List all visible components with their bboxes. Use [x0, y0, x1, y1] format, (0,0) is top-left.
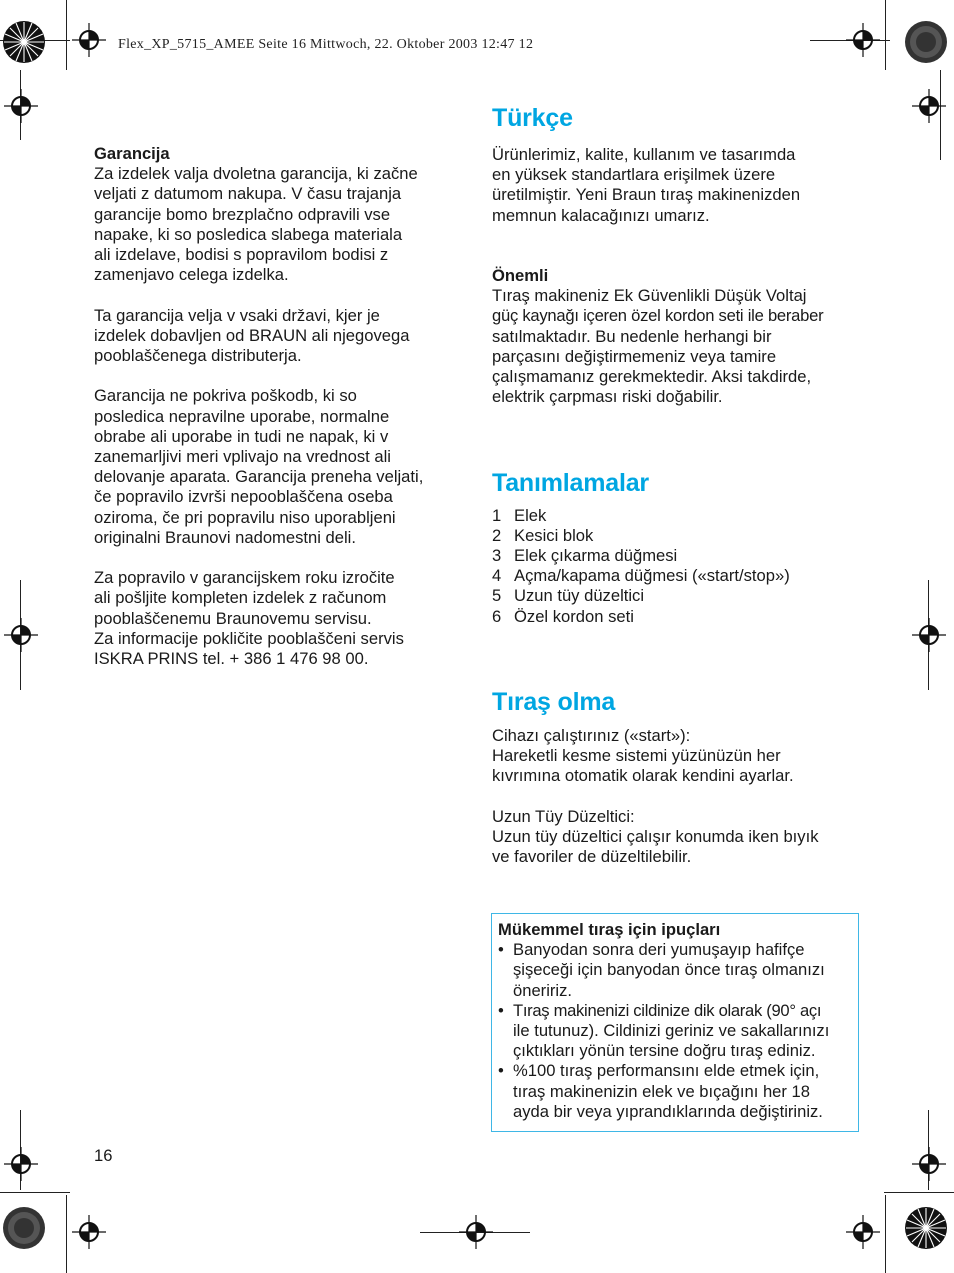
- guarantee-title: Garancija: [94, 144, 170, 163]
- text-line: oziroma, če pri popravilu niso uporabljeni: [94, 507, 396, 527]
- tips-title: Mükemmel tıraş için ipuçları: [498, 920, 721, 939]
- important-paragraph: [492, 286, 862, 407]
- crop-line: [884, 1192, 954, 1193]
- page-number: 16: [94, 1146, 113, 1165]
- tips-box: [491, 913, 859, 1132]
- text-line: elektrik çarpması riski doğabilir.: [492, 387, 723, 407]
- text-line: originalni Braunovi nadomestni deli.: [94, 527, 356, 547]
- list-item: 5 Uzun tüy düzeltici: [492, 586, 645, 606]
- starburst-target-icon: [2, 20, 46, 64]
- list-item: 4 Açma/kapama düğmesi («start/stop»): [492, 566, 790, 586]
- registration-mark-icon: [846, 1215, 880, 1249]
- registration-mark-icon: [912, 618, 946, 652]
- intro-paragraph: [492, 145, 862, 226]
- trimmer-paragraph: [492, 807, 862, 868]
- crop-line: [0, 1192, 70, 1193]
- text-line: Tıraş makineniz Ek Güvenlikli Düşük Voltaj: [492, 286, 807, 306]
- guarantee-paragraph: [94, 386, 464, 548]
- text-line: tıraş makinenizin elek ve bıçağını her 18: [513, 1081, 811, 1101]
- important-title: Önemli: [492, 266, 549, 285]
- starburst-target-icon: [904, 20, 948, 64]
- text-line: ayda bir veya yıprandıklarında değiştiriniz.: [513, 1101, 823, 1121]
- list-item: 1 Elek: [492, 505, 547, 525]
- text-line: ve favoriler de düzeltilebilir.: [492, 847, 692, 867]
- text-line: zanemarljivi meri vplivajo na vrednost ali: [94, 447, 391, 467]
- text-line: satılmaktadır. Bu nedenle herhangi bir: [492, 326, 772, 346]
- text-line: posledica nepravilne uporabe, normalne: [94, 406, 390, 426]
- list-item: 6 Özel kordon seti: [492, 606, 634, 626]
- list-item: 3 Elek çıkarma düğmesi: [492, 546, 678, 566]
- descriptions-list: [492, 506, 862, 627]
- crop-line: [885, 0, 886, 70]
- registration-mark-icon: [846, 23, 880, 57]
- text-line: ali izdelave, bodisi s popravilom bodisi z: [94, 245, 389, 265]
- registration-mark-icon: [912, 89, 946, 123]
- list-item: 2 Kesici blok: [492, 525, 594, 545]
- shaving-heading: Tıraş olma: [492, 687, 616, 716]
- registration-mark-icon: [72, 23, 106, 57]
- text-line: Hareketli kesme sistemi yüzünüzün her: [492, 746, 781, 766]
- text-line: en yüksek standartlara erişilmek üzere: [492, 165, 776, 185]
- text-line: çıktıkları yönün tersine doğru tıraş ediniz.: [513, 1041, 816, 1061]
- text-line: Za izdelek valja dvoletna garancija, ki začne: [94, 164, 418, 184]
- registration-mark-icon: [459, 1215, 493, 1249]
- text-line: güç kaynağı içeren özel kordon seti ile beraber: [492, 306, 824, 326]
- bullet-icon: •: [498, 1000, 504, 1020]
- text-line: Za informacije pokličite pooblaščeni servis: [94, 628, 404, 648]
- print-slug-header: Flex_XP_5715_AMEE Seite 16 Mittwoch, 22. Oktober 2003 12:47 12: [118, 37, 534, 52]
- text-line: Banyodan sonra deri yumuşayıp hafifçe: [513, 940, 805, 960]
- registration-mark-icon: [72, 1215, 106, 1249]
- text-line: Ta garancija velja v vsaki državi, kjer je: [94, 305, 380, 325]
- text-line: memnun kalacağınızı umarız.: [492, 205, 710, 225]
- text-line: Ürünlerimiz, kalite, kullanım ve tasarımda: [492, 145, 796, 164]
- text-line: ali pošljite kompleten izdelek z računom: [94, 588, 387, 608]
- guarantee-paragraph: [94, 568, 464, 669]
- text-line: zamenjavo celega izdelka.: [94, 265, 289, 285]
- text-line: Za popravilo v garancijskem roku izročite: [94, 568, 395, 588]
- tip-item: [498, 1061, 852, 1122]
- text-line: če popravilo izvrši nepooblaščena oseba: [94, 487, 393, 507]
- text-line: parçasını değiştirmemeniz veya tamire: [492, 346, 777, 366]
- text-line: izdelek dobavljen od BRAUN ali njegovega: [94, 325, 410, 345]
- shaving-paragraph: [492, 726, 862, 787]
- text-line: delovanje aparata. Garancija preneha veljati,: [94, 467, 424, 487]
- text-line: Tıraş makinenizi cildinize dik olarak (90° açı: [513, 1000, 822, 1020]
- right-column: [492, 103, 862, 887]
- text-line: üretilmiştir. Yeni Braun tıraş makinenizden: [492, 185, 801, 205]
- tip-item: [498, 1001, 852, 1062]
- text-line: veljati z datumom nakupa. V času trajanja: [94, 184, 402, 204]
- text-line: kıvrımına otomatik olarak kendini ayarlar.: [492, 766, 794, 786]
- tip-item: [498, 940, 852, 1001]
- bullet-icon: •: [498, 1061, 504, 1081]
- text-line: öneririz.: [513, 980, 573, 1000]
- registration-mark-icon: [4, 618, 38, 652]
- guarantee-paragraph: [94, 306, 464, 367]
- language-heading: Türkçe: [492, 104, 573, 132]
- crop-line: [66, 1195, 67, 1273]
- left-column: [94, 144, 464, 689]
- text-line: çalışmamanız gerekmektedir. Aksi takdirde,: [492, 367, 812, 387]
- text-line: napake, ki so posledica slabega materiala: [94, 224, 403, 244]
- text-line: obrabe ali uporabe in tudi ne napak, ki v: [94, 426, 389, 446]
- starburst-target-icon: [904, 1206, 948, 1250]
- starburst-target-icon: [2, 1206, 46, 1250]
- text-line: pooblaščenega distributerja.: [94, 346, 302, 366]
- text-line: ISKRA PRINS tel. + 386 1 476 98 00.: [94, 649, 369, 669]
- crop-line: [885, 1195, 886, 1273]
- registration-mark-icon: [912, 1147, 946, 1181]
- crop-line: [66, 0, 67, 70]
- registration-mark-icon: [4, 89, 38, 123]
- text-line: Garancija ne pokriva poškodb, ki so: [94, 386, 357, 406]
- text-line: %100 tıraş performansını elde etmek için,: [513, 1061, 820, 1081]
- descriptions-heading: Tanımlamalar: [492, 468, 649, 497]
- text-line: ile tutunuz). Cildinizi geriniz ve sakallarınızı: [513, 1021, 830, 1041]
- text-line: şişeceği için banyodan önce tıraş olmanızı: [513, 960, 825, 980]
- guarantee-paragraph: [94, 164, 464, 285]
- registration-mark-icon: [4, 1147, 38, 1181]
- text-line: Uzun tüy düzeltici çalışır konumda iken bıyık: [492, 826, 819, 846]
- text-line: Uzun Tüy Düzeltici:: [492, 806, 635, 826]
- text-line: garancije bomo brezplačno odpravili vse: [94, 204, 391, 224]
- text-line: Cihazı çalıştırınız («start»):: [492, 725, 691, 745]
- text-line: pooblaščenemu Braunovemu servisu.: [94, 608, 372, 628]
- bullet-icon: •: [498, 940, 504, 960]
